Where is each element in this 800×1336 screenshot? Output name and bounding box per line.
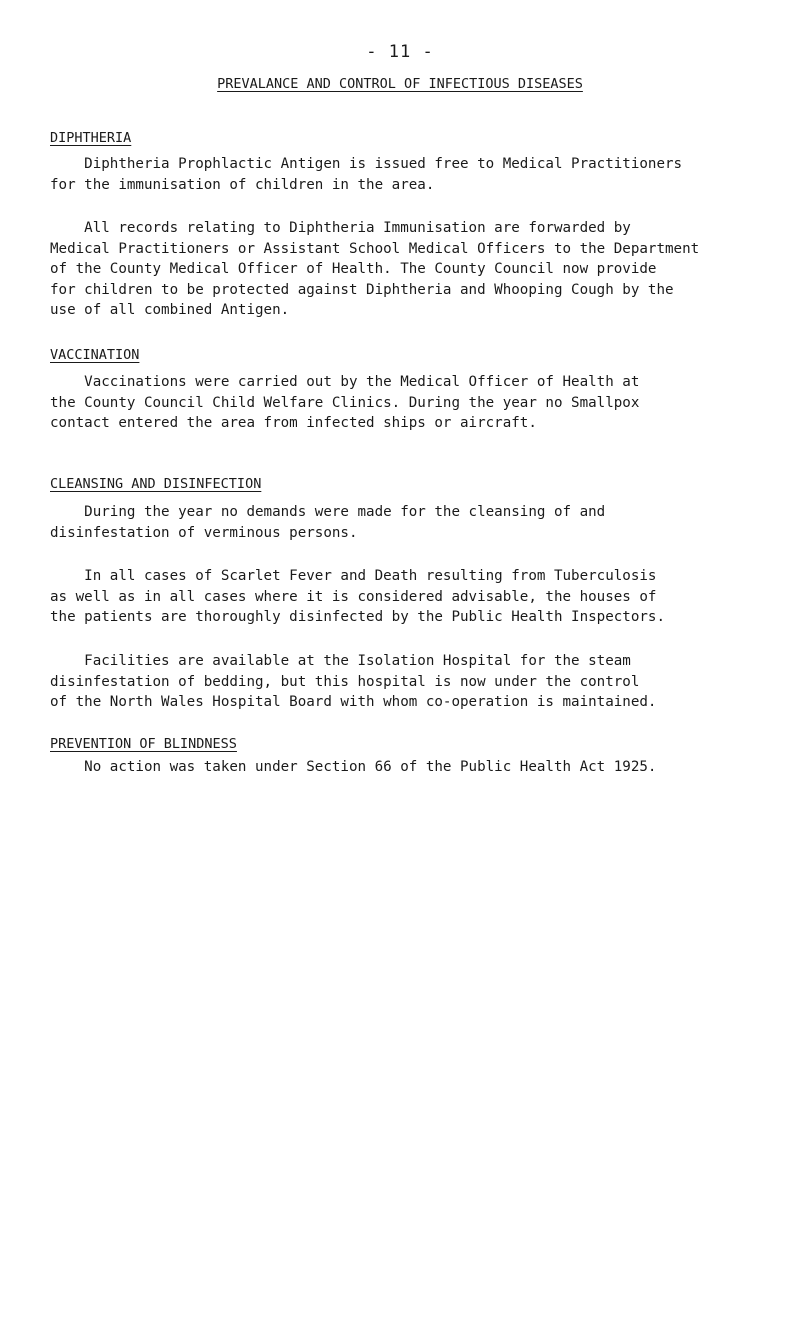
paragraph-prevention-blindness: No action was taken under Section 66 of the Public Health Act 1925. [50, 759, 657, 775]
paragraph-diphtheria-antigen: Diphtheria Prophlactic Antigen is issued free to Medical Practitioners for the immunisation of children in the area. [50, 156, 683, 193]
page-number: - 11 - [366, 42, 434, 62]
paragraph-cleansing-facilities: Facilities are available at the Isolation Hospital for the steam disinfestation of bedding, but this hospital is now under the control of the North Wales Hospital Board with whom co-operation is maintained. [50, 653, 657, 710]
heading-diphtheria: DIPHTHERIA [50, 130, 132, 146]
page-title: PREVALANCE AND CONTROL OF INFECTIOUS DISEASES [217, 76, 583, 92]
paragraph-diphtheria-records: All records relating to Diphtheria Immunisation are forwarded by Medical Practitioners or Assistant School Medical Officers to the Department of the County Medical Officer of Health. The County Council now provide for children to be protected against Diphtheria and Whooping Cough by the use of all combined Antigen. [50, 220, 700, 318]
paragraph-cleansing-demands: During the year no demands were made for the cleansing of and disinfestation of verminous persons. [50, 504, 606, 541]
paragraph-vaccination: Vaccinations were carried out by the Medical Officer of Health at the County Council Child Welfare Clinics. During the year no Smallpox contact entered the area from infected ships or aircraft. [50, 374, 640, 431]
paragraph-cleansing-disinfected: In all cases of Scarlet Fever and Death resulting from Tuberculosis as well as in all cases where it is considered advisable, the houses of the patients are thoroughly disinfected by the Public Health Inspectors. [50, 568, 665, 625]
heading-vaccination: VACCINATION [50, 347, 140, 363]
heading-prevention-blindness: PREVENTION OF BLINDNESS [50, 736, 237, 752]
heading-cleansing-disinfection: CLEANSING AND DISINFECTION [50, 476, 262, 492]
